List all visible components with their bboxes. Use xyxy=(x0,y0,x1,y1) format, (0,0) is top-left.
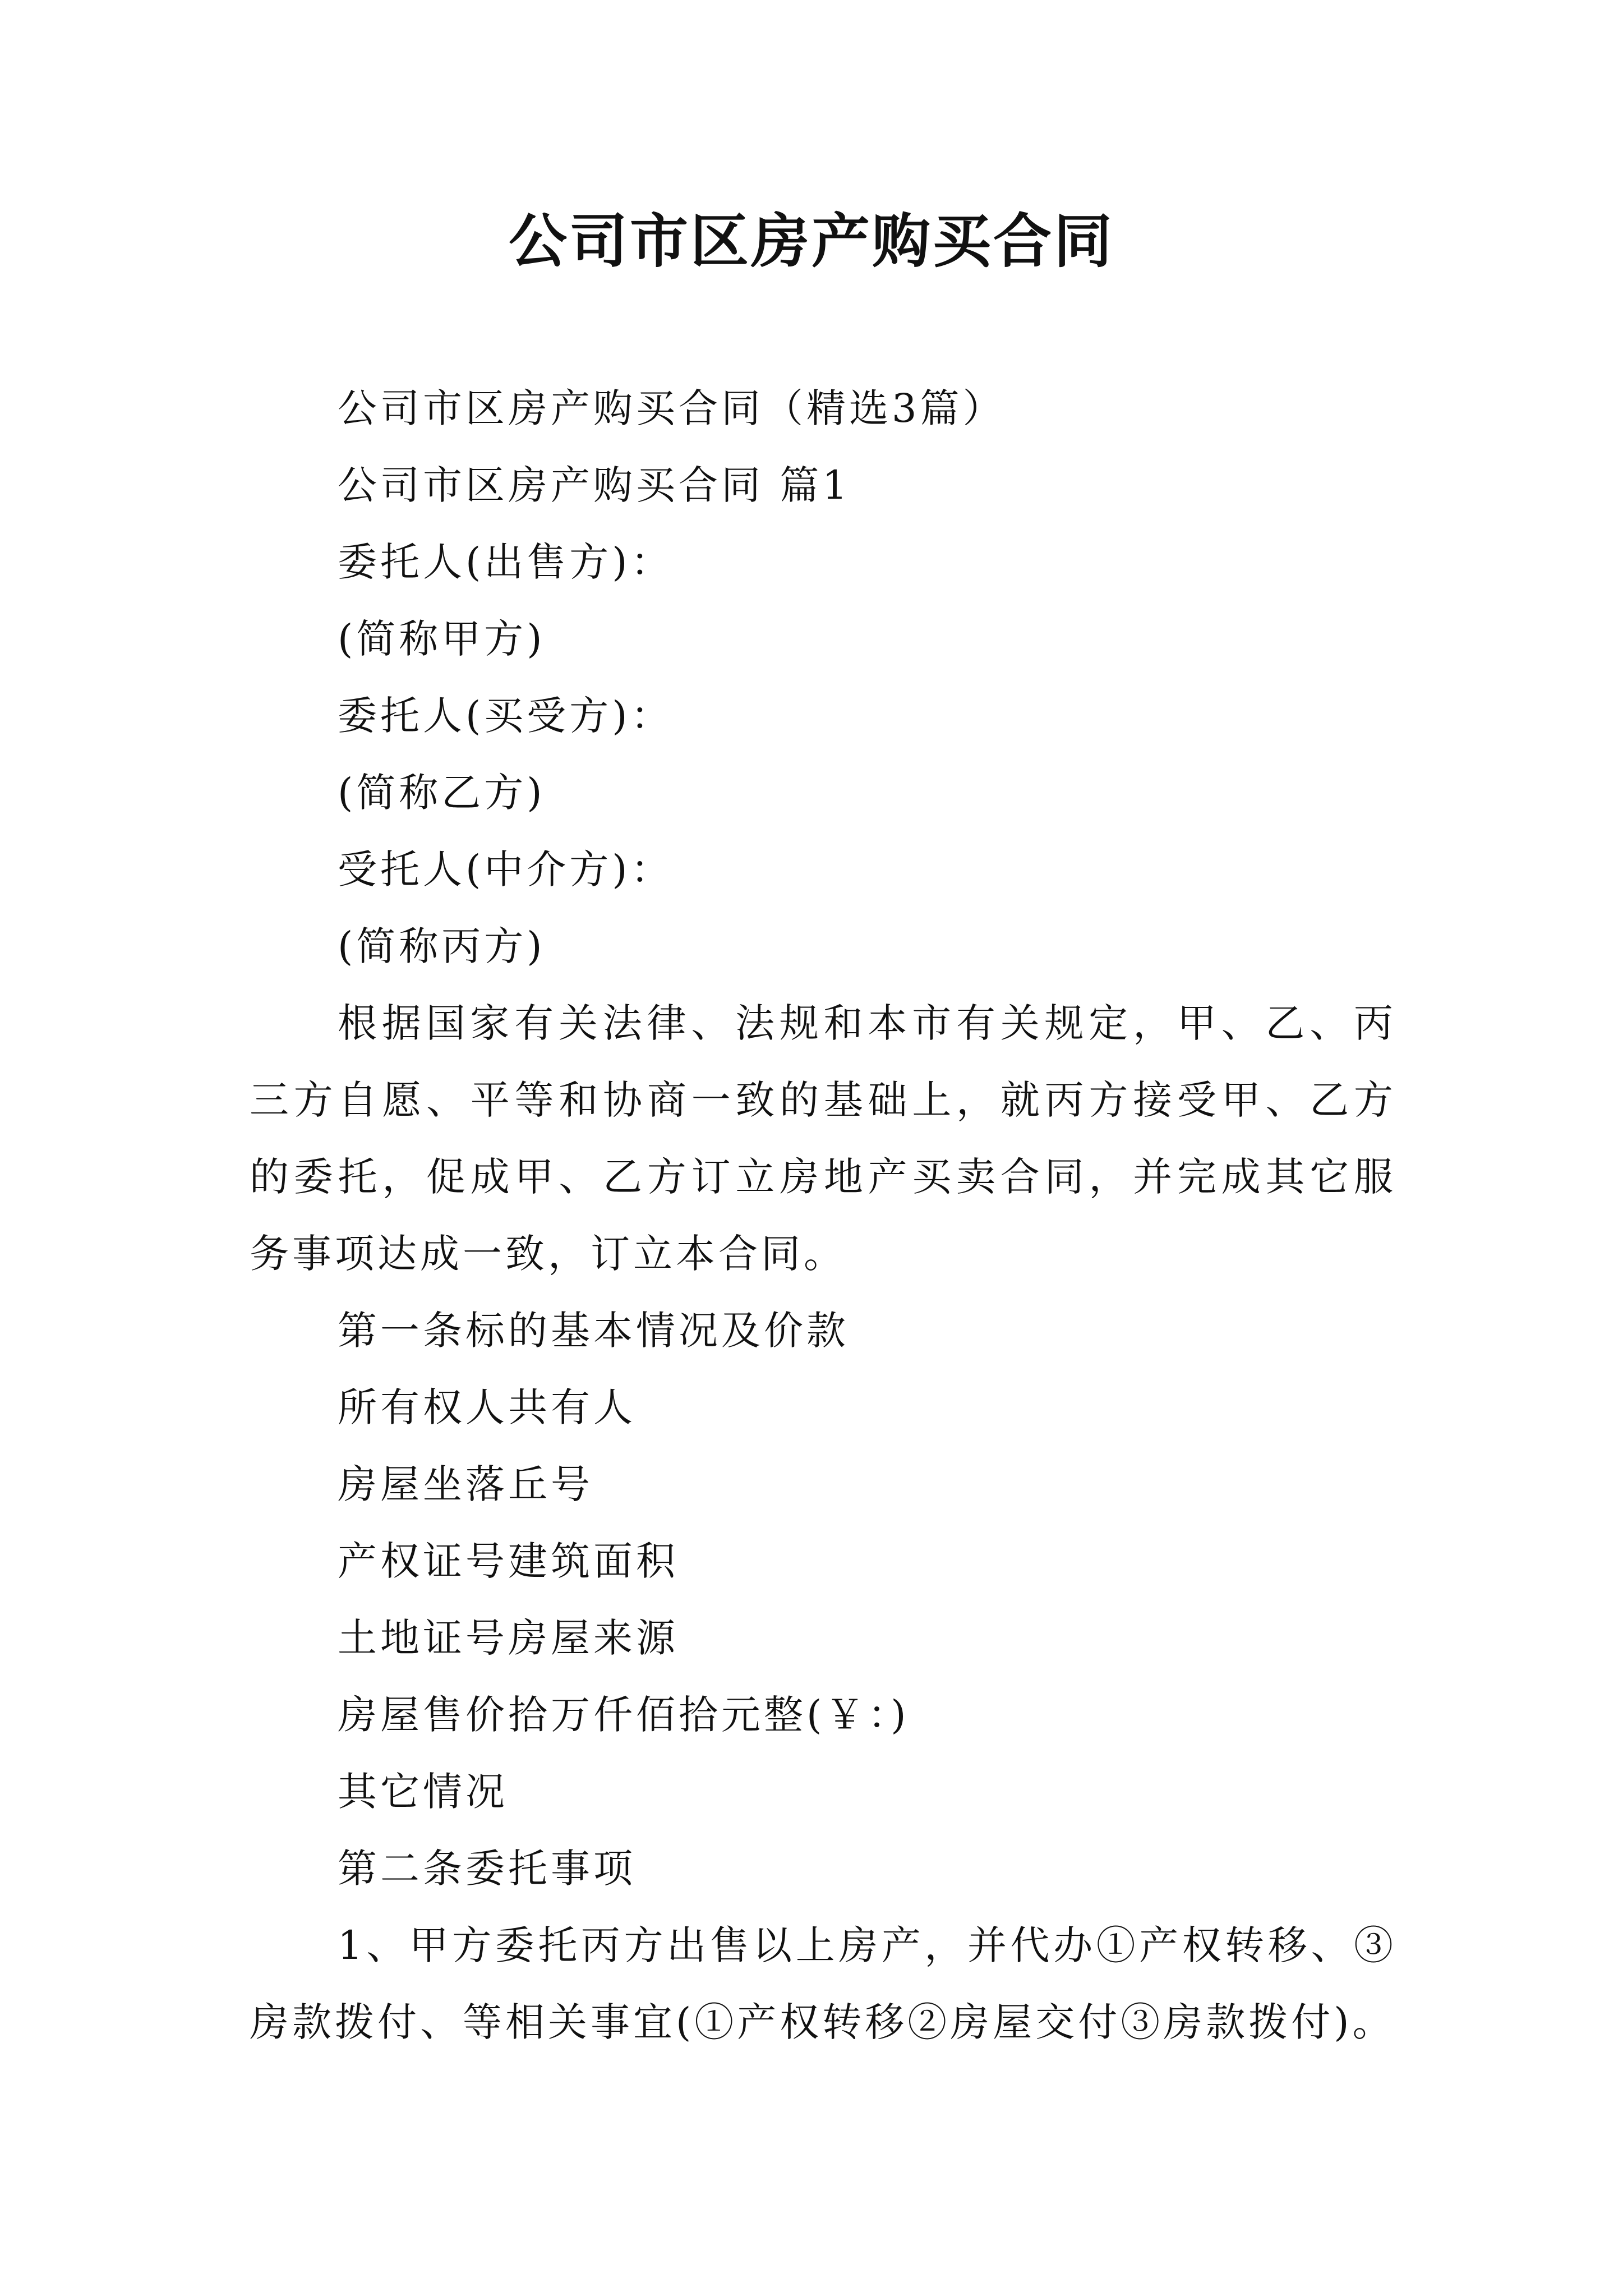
paragraph-party-agent: 受托人(中介方)： xyxy=(338,846,674,892)
paragraph-section-heading: 公司市区房产购买合同 篇1 xyxy=(338,462,851,508)
document-body xyxy=(250,370,1396,2061)
paragraph-certificate: 产权证号建筑面积 xyxy=(338,1538,679,1584)
paragraph-other: 其它情况 xyxy=(338,1769,508,1815)
paragraph-party-a-abbr: (简称甲方) xyxy=(338,616,546,662)
paragraph-article-1: 第一条标的基本情况及价款 xyxy=(338,1308,849,1354)
paragraph-land-certificate: 土地证号房屋来源 xyxy=(338,1615,679,1661)
paragraph-party-buyer: 委托人(买受方)： xyxy=(338,693,674,739)
paragraph-party-b-abbr: (简称乙方) xyxy=(338,770,546,816)
paragraph-party-seller: 委托人(出售方)： xyxy=(338,539,674,585)
paragraph-price: 房屋售价拾万仟佰拾元整(￥：) xyxy=(338,1692,910,1738)
paragraph-party-c-abbr: (简称丙方) xyxy=(338,923,546,969)
document-title: 公司市区房产购买合同 xyxy=(508,206,1114,275)
paragraph-preamble: 根据国家有关法律、法规和本市有关规定，甲、乙、丙三方自愿、平等和协商一致的基础上，就丙方接受甲、乙方的委托，促成甲、乙方订立房地产买卖合同，并完成其它服务事项达成一致，订立本合同。 xyxy=(250,1000,1396,1277)
paragraph-location: 房屋坐落丘号 xyxy=(338,1461,593,1507)
paragraph-item-1: 1、甲方委托丙方出售以上房产，并代办①产权转移、③房款拨付、等相关事宜(①产权转移②房屋交付③房款拨付)。 xyxy=(250,1922,1396,2045)
paragraph-subtitle: 公司市区房产购买合同（精选3篇） xyxy=(338,385,1006,431)
paragraph-article-2: 第二条委托事项 xyxy=(338,1846,636,1892)
paragraph-owner: 所有权人共有人 xyxy=(338,1384,636,1430)
